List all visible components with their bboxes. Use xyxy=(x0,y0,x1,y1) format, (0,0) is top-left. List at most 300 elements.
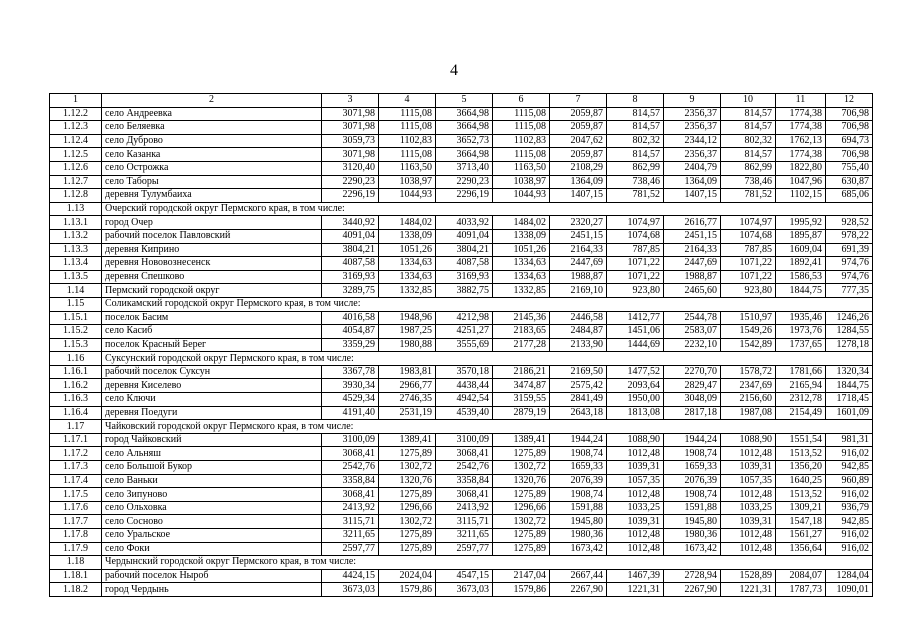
cell-value: 974,76 xyxy=(826,270,873,284)
row-name: город Очер xyxy=(102,216,322,230)
table-row xyxy=(50,583,873,597)
cell-value: 3100,09 xyxy=(322,433,379,447)
cell-value: 4087,58 xyxy=(322,257,379,271)
row-name: деревня Киселево xyxy=(102,379,322,393)
cell-value: 1012,48 xyxy=(607,488,664,502)
cell-value: 1640,25 xyxy=(776,474,826,488)
cell-value: 2728,94 xyxy=(664,569,721,583)
cell-value: 3367,78 xyxy=(322,365,379,379)
cell-value: 942,85 xyxy=(826,461,873,475)
cell-value: 1275,89 xyxy=(493,529,550,543)
cell-value: 1528,89 xyxy=(721,569,776,583)
cell-value: 3068,41 xyxy=(322,447,379,461)
cell-value: 1908,74 xyxy=(664,488,721,502)
row-code: 1.18.2 xyxy=(50,583,102,597)
cell-value: 2076,39 xyxy=(550,474,607,488)
cell-value: 814,57 xyxy=(607,148,664,162)
cell-value: 1389,41 xyxy=(493,433,550,447)
section-title: Очерский городской округ Пермского края, в том числе: xyxy=(102,202,873,216)
cell-value: 1074,97 xyxy=(607,216,664,230)
cell-value: 2108,29 xyxy=(550,161,607,175)
table-row xyxy=(50,529,873,543)
row-code: 1.12.7 xyxy=(50,175,102,189)
cell-value: 1057,35 xyxy=(721,474,776,488)
cell-value: 2575,42 xyxy=(550,379,607,393)
cell-value: 2451,15 xyxy=(664,229,721,243)
column-header: 3 xyxy=(322,94,379,108)
cell-value: 1334,63 xyxy=(493,270,550,284)
table-row xyxy=(50,569,873,583)
row-name: город Чердынь xyxy=(102,583,322,597)
cell-value: 1163,50 xyxy=(379,161,436,175)
cell-value: 1033,25 xyxy=(607,501,664,515)
cell-value: 2542,76 xyxy=(322,461,379,475)
section-row xyxy=(50,420,873,434)
cell-value: 3289,75 xyxy=(322,284,379,298)
cell-value: 3358,84 xyxy=(436,474,493,488)
row-name: деревня Спешково xyxy=(102,270,322,284)
cell-value: 4091,04 xyxy=(322,229,379,243)
table-header xyxy=(50,94,873,108)
table-row xyxy=(50,148,873,162)
cell-value: 2413,92 xyxy=(322,501,379,515)
cell-value: 2267,90 xyxy=(550,583,607,597)
cell-value: 1591,88 xyxy=(664,501,721,515)
cell-value: 916,02 xyxy=(826,488,873,502)
cell-value: 2446,58 xyxy=(550,311,607,325)
cell-value: 2404,79 xyxy=(664,161,721,175)
cell-value: 1510,97 xyxy=(721,311,776,325)
cell-value: 1296,66 xyxy=(379,501,436,515)
cell-value: 1983,81 xyxy=(379,365,436,379)
cell-value: 1945,80 xyxy=(664,515,721,529)
cell-value: 1044,93 xyxy=(379,189,436,203)
cell-value: 1892,41 xyxy=(776,257,826,271)
cell-value: 2447,69 xyxy=(550,257,607,271)
cell-value: 1071,22 xyxy=(721,270,776,284)
table-row xyxy=(50,216,873,230)
table-row xyxy=(50,406,873,420)
header-row xyxy=(50,94,873,108)
cell-value: 2356,37 xyxy=(664,148,721,162)
cell-value: 1275,89 xyxy=(379,488,436,502)
cell-value: 2583,07 xyxy=(664,325,721,339)
row-name: деревня Поедуги xyxy=(102,406,322,420)
cell-value: 928,52 xyxy=(826,216,873,230)
cell-value: 1364,09 xyxy=(664,175,721,189)
cell-value: 4054,87 xyxy=(322,325,379,339)
cell-value: 1320,34 xyxy=(826,365,873,379)
row-name: рабочий поселок Ныроб xyxy=(102,569,322,583)
cell-value: 3570,18 xyxy=(436,365,493,379)
cell-value: 4191,40 xyxy=(322,406,379,420)
table-row xyxy=(50,501,873,515)
row-code: 1.17.3 xyxy=(50,461,102,475)
cell-value: 2290,23 xyxy=(322,175,379,189)
table-row xyxy=(50,461,873,475)
cell-value: 1774,38 xyxy=(776,148,826,162)
cell-value: 2084,07 xyxy=(776,569,826,583)
row-name: рабочий поселок Павловский xyxy=(102,229,322,243)
cell-value: 1071,22 xyxy=(607,270,664,284)
cell-value: 1039,31 xyxy=(721,515,776,529)
cell-value: 1659,33 xyxy=(550,461,607,475)
row-code: 1.17.5 xyxy=(50,488,102,502)
cell-value: 1012,48 xyxy=(721,447,776,461)
section-title: Чердынский городской округ Пермского края, в том числе: xyxy=(102,556,873,570)
cell-value: 2746,35 xyxy=(379,393,436,407)
cell-value: 916,02 xyxy=(826,529,873,543)
cell-value: 1551,54 xyxy=(776,433,826,447)
cell-value: 916,02 xyxy=(826,447,873,461)
row-name: село Ключи xyxy=(102,393,322,407)
cell-value: 2597,77 xyxy=(322,542,379,556)
cell-value: 1444,69 xyxy=(607,338,664,352)
row-name: село Ольховка xyxy=(102,501,322,515)
cell-value: 862,99 xyxy=(607,161,664,175)
cell-value: 2232,10 xyxy=(664,338,721,352)
cell-value: 4033,92 xyxy=(436,216,493,230)
cell-value: 738,46 xyxy=(607,175,664,189)
row-name: деревня Тулумбаиха xyxy=(102,189,322,203)
cell-value: 1980,88 xyxy=(379,338,436,352)
cell-value: 1945,80 xyxy=(550,515,607,529)
cell-value: 1163,50 xyxy=(493,161,550,175)
cell-value: 1944,24 xyxy=(550,433,607,447)
cell-value: 706,98 xyxy=(826,121,873,135)
cell-value: 3071,98 xyxy=(322,107,379,121)
cell-value: 3048,09 xyxy=(664,393,721,407)
cell-value: 1284,55 xyxy=(826,325,873,339)
cell-value: 3673,03 xyxy=(436,583,493,597)
column-header: 9 xyxy=(664,94,721,108)
row-code: 1.14 xyxy=(50,284,102,298)
cell-value: 2451,15 xyxy=(550,229,607,243)
table-row xyxy=(50,433,873,447)
column-header: 2 xyxy=(102,94,322,108)
cell-value: 787,85 xyxy=(721,243,776,257)
cell-value: 1221,31 xyxy=(721,583,776,597)
table-row xyxy=(50,161,873,175)
row-name: село Таборы xyxy=(102,175,322,189)
row-name: поселок Басим xyxy=(102,311,322,325)
cell-value: 1115,08 xyxy=(379,148,436,162)
column-header: 8 xyxy=(607,94,664,108)
row-code: 1.12.6 xyxy=(50,161,102,175)
row-code: 1.15.3 xyxy=(50,338,102,352)
cell-value: 2966,77 xyxy=(379,379,436,393)
cell-value: 1774,38 xyxy=(776,121,826,135)
row-code: 1.12.5 xyxy=(50,148,102,162)
cell-value: 4091,04 xyxy=(436,229,493,243)
cell-value: 1320,76 xyxy=(493,474,550,488)
cell-value: 1115,08 xyxy=(379,107,436,121)
cell-value: 1781,66 xyxy=(776,365,826,379)
table-row xyxy=(50,175,873,189)
cell-value: 3664,98 xyxy=(436,107,493,121)
cell-value: 1047,96 xyxy=(776,175,826,189)
cell-value: 3359,29 xyxy=(322,338,379,352)
cell-value: 2183,65 xyxy=(493,325,550,339)
cell-value: 4942,54 xyxy=(436,393,493,407)
cell-value: 1275,89 xyxy=(493,488,550,502)
table-row xyxy=(50,474,873,488)
section-title: Соликамский городской округ Пермского края, в том числе: xyxy=(102,297,873,311)
table-row xyxy=(50,107,873,121)
row-code: 1.12.8 xyxy=(50,189,102,203)
cell-value: 2164,33 xyxy=(550,243,607,257)
row-code: 1.18.1 xyxy=(50,569,102,583)
cell-value: 2290,23 xyxy=(436,175,493,189)
table-row xyxy=(50,379,873,393)
cell-value: 1477,52 xyxy=(607,365,664,379)
cell-value: 2531,19 xyxy=(379,406,436,420)
cell-value: 2296,19 xyxy=(436,189,493,203)
cell-value: 1987,25 xyxy=(379,325,436,339)
cell-value: 738,46 xyxy=(721,175,776,189)
cell-value: 2616,77 xyxy=(664,216,721,230)
row-name: село Сосново xyxy=(102,515,322,529)
cell-value: 1338,09 xyxy=(379,229,436,243)
cell-value: 1935,46 xyxy=(776,311,826,325)
row-code: 1.15 xyxy=(50,297,102,311)
row-name: село Альняш xyxy=(102,447,322,461)
cell-value: 3211,65 xyxy=(436,529,493,543)
cell-value: 1278,18 xyxy=(826,338,873,352)
table-row xyxy=(50,542,873,556)
cell-value: 862,99 xyxy=(721,161,776,175)
cell-value: 4087,58 xyxy=(436,257,493,271)
cell-value: 2059,87 xyxy=(550,148,607,162)
cell-value: 1484,02 xyxy=(379,216,436,230)
cell-value: 2879,19 xyxy=(493,406,550,420)
cell-value: 3100,09 xyxy=(436,433,493,447)
table-row xyxy=(50,229,873,243)
cell-value: 4438,44 xyxy=(436,379,493,393)
column-header: 6 xyxy=(493,94,550,108)
cell-value: 1302,72 xyxy=(493,461,550,475)
cell-value: 1071,22 xyxy=(721,257,776,271)
cell-value: 1948,96 xyxy=(379,311,436,325)
table-row xyxy=(50,338,873,352)
cell-value: 1364,09 xyxy=(550,175,607,189)
cell-value: 2147,04 xyxy=(493,569,550,583)
table-row xyxy=(50,365,873,379)
cell-value: 1221,31 xyxy=(607,583,664,597)
cell-value: 3474,87 xyxy=(493,379,550,393)
cell-value: 1115,08 xyxy=(493,148,550,162)
cell-value: 3071,98 xyxy=(322,121,379,135)
cell-value: 1309,21 xyxy=(776,501,826,515)
cell-value: 1356,20 xyxy=(776,461,826,475)
cell-value: 1332,85 xyxy=(493,284,550,298)
cell-value: 1601,09 xyxy=(826,406,873,420)
cell-value: 814,57 xyxy=(721,121,776,135)
cell-value: 1334,63 xyxy=(493,257,550,271)
table-row xyxy=(50,325,873,339)
cell-value: 2320,27 xyxy=(550,216,607,230)
row-code: 1.15.1 xyxy=(50,311,102,325)
column-header: 7 xyxy=(550,94,607,108)
cell-value: 1115,08 xyxy=(379,121,436,135)
row-name: село Большой Букор xyxy=(102,461,322,475)
row-code: 1.17 xyxy=(50,420,102,434)
cell-value: 2186,21 xyxy=(493,365,550,379)
cell-value: 2356,37 xyxy=(664,121,721,135)
cell-value: 1038,97 xyxy=(493,175,550,189)
cell-value: 1389,41 xyxy=(379,433,436,447)
cell-value: 1102,15 xyxy=(776,189,826,203)
cell-value: 4547,15 xyxy=(436,569,493,583)
row-code: 1.16.1 xyxy=(50,365,102,379)
row-name: село Зипуново xyxy=(102,488,322,502)
cell-value: 2643,18 xyxy=(550,406,607,420)
row-code: 1.16.2 xyxy=(50,379,102,393)
row-code: 1.13.2 xyxy=(50,229,102,243)
cell-value: 1673,42 xyxy=(664,542,721,556)
cell-value: 787,85 xyxy=(607,243,664,257)
cell-value: 814,57 xyxy=(607,121,664,135)
column-header: 12 xyxy=(826,94,873,108)
cell-value: 1412,77 xyxy=(607,311,664,325)
cell-value: 1102,83 xyxy=(493,134,550,148)
row-name: село Беляевка xyxy=(102,121,322,135)
row-code: 1.17.2 xyxy=(50,447,102,461)
cell-value: 2356,37 xyxy=(664,107,721,121)
cell-value: 1302,72 xyxy=(379,461,436,475)
cell-value: 2145,36 xyxy=(493,311,550,325)
row-code: 1.13.4 xyxy=(50,257,102,271)
page-number: 4 xyxy=(450,62,458,79)
cell-value: 936,79 xyxy=(826,501,873,515)
cell-value: 3068,41 xyxy=(436,447,493,461)
cell-value: 1988,87 xyxy=(664,270,721,284)
cell-value: 4212,98 xyxy=(436,311,493,325)
cell-value: 1407,15 xyxy=(550,189,607,203)
cell-value: 1302,72 xyxy=(493,515,550,529)
cell-value: 2447,69 xyxy=(664,257,721,271)
cell-value: 1908,74 xyxy=(664,447,721,461)
cell-value: 1275,89 xyxy=(379,542,436,556)
cell-value: 2267,90 xyxy=(664,583,721,597)
row-code: 1.13.3 xyxy=(50,243,102,257)
table-row xyxy=(50,488,873,502)
cell-value: 3120,40 xyxy=(322,161,379,175)
cell-value: 3211,65 xyxy=(322,529,379,543)
cell-value: 781,52 xyxy=(721,189,776,203)
cell-value: 1320,76 xyxy=(379,474,436,488)
section-row xyxy=(50,556,873,570)
table-row xyxy=(50,393,873,407)
row-code: 1.15.2 xyxy=(50,325,102,339)
row-name: деревня Киприно xyxy=(102,243,322,257)
row-name: село Ваньки xyxy=(102,474,322,488)
column-header: 11 xyxy=(776,94,826,108)
cell-value: 3664,98 xyxy=(436,121,493,135)
cell-value: 974,76 xyxy=(826,257,873,271)
cell-value: 1302,72 xyxy=(379,515,436,529)
cell-value: 2841,49 xyxy=(550,393,607,407)
cell-value: 2169,50 xyxy=(550,365,607,379)
row-name: рабочий поселок Суксун xyxy=(102,365,322,379)
section-row xyxy=(50,202,873,216)
cell-value: 3804,21 xyxy=(322,243,379,257)
row-code: 1.13.1 xyxy=(50,216,102,230)
cell-value: 1578,72 xyxy=(721,365,776,379)
cell-value: 1549,26 xyxy=(721,325,776,339)
cell-value: 1609,04 xyxy=(776,243,826,257)
cell-value: 1774,38 xyxy=(776,107,826,121)
cell-value: 3882,75 xyxy=(436,284,493,298)
cell-value: 2413,92 xyxy=(436,501,493,515)
cell-value: 1561,27 xyxy=(776,529,826,543)
cell-value: 3930,34 xyxy=(322,379,379,393)
row-code: 1.13.5 xyxy=(50,270,102,284)
column-header: 1 xyxy=(50,94,102,108)
cell-value: 3664,98 xyxy=(436,148,493,162)
cell-value: 1908,74 xyxy=(550,447,607,461)
cell-value: 1039,31 xyxy=(607,461,664,475)
cell-value: 3673,03 xyxy=(322,583,379,597)
cell-value: 4424,15 xyxy=(322,569,379,583)
cell-value: 978,22 xyxy=(826,229,873,243)
cell-value: 1980,36 xyxy=(550,529,607,543)
row-code: 1.16.4 xyxy=(50,406,102,420)
cell-value: 2667,44 xyxy=(550,569,607,583)
cell-value: 1980,36 xyxy=(664,529,721,543)
cell-value: 3440,92 xyxy=(322,216,379,230)
column-header: 5 xyxy=(436,94,493,108)
cell-value: 1039,31 xyxy=(607,515,664,529)
cell-value: 2597,77 xyxy=(436,542,493,556)
cell-value: 1762,13 xyxy=(776,134,826,148)
section-title: Чайковский городской округ Пермского края, в том числе: xyxy=(102,420,873,434)
cell-value: 2484,87 xyxy=(550,325,607,339)
cell-value: 3059,73 xyxy=(322,134,379,148)
cell-value: 1513,52 xyxy=(776,447,826,461)
cell-value: 1908,74 xyxy=(550,488,607,502)
row-code: 1.17.8 xyxy=(50,529,102,543)
cell-value: 1088,90 xyxy=(607,433,664,447)
section-row xyxy=(50,352,873,366)
cell-value: 1012,48 xyxy=(607,529,664,543)
cell-value: 1051,26 xyxy=(379,243,436,257)
cell-value: 1407,15 xyxy=(664,189,721,203)
row-name: село Андреевка xyxy=(102,107,322,121)
cell-value: 4016,58 xyxy=(322,311,379,325)
row-code: 1.17.7 xyxy=(50,515,102,529)
cell-value: 4251,27 xyxy=(436,325,493,339)
row-code: 1.16.3 xyxy=(50,393,102,407)
cell-value: 1579,86 xyxy=(493,583,550,597)
cell-value: 3169,93 xyxy=(436,270,493,284)
table-row xyxy=(50,270,873,284)
cell-value: 685,06 xyxy=(826,189,873,203)
table-row xyxy=(50,447,873,461)
cell-value: 2270,70 xyxy=(664,365,721,379)
cell-value: 1275,89 xyxy=(493,447,550,461)
section-title: Суксунский городской округ Пермского края, в том числе: xyxy=(102,352,873,366)
tariff-table xyxy=(49,93,873,597)
cell-value: 2156,60 xyxy=(721,393,776,407)
cell-value: 1115,08 xyxy=(493,107,550,121)
row-name: село Фоки xyxy=(102,542,322,556)
cell-value: 1944,24 xyxy=(664,433,721,447)
row-name: село Казанка xyxy=(102,148,322,162)
cell-value: 2047,62 xyxy=(550,134,607,148)
cell-value: 2177,28 xyxy=(493,338,550,352)
cell-value: 1995,92 xyxy=(776,216,826,230)
